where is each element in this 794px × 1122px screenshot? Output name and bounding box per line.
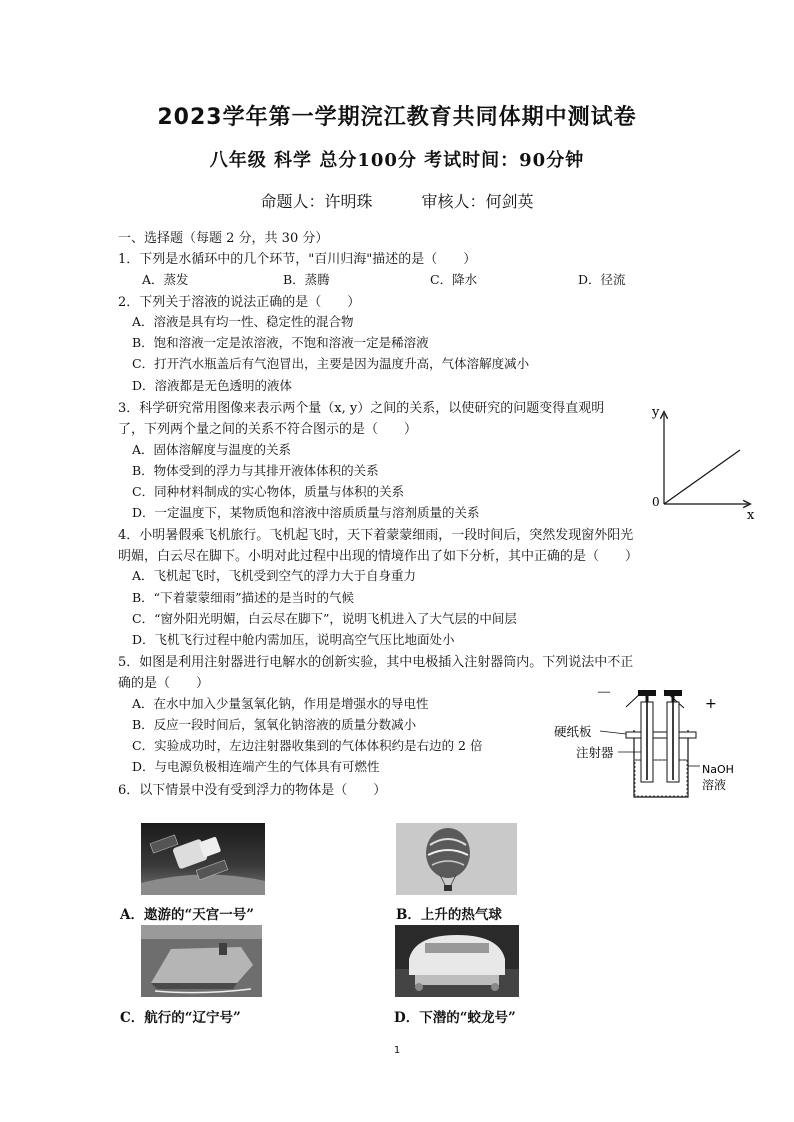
page-number: 1 <box>393 1045 401 1056</box>
right-plunger <box>664 690 682 696</box>
exam-authors <box>0 189 794 212</box>
photo-jiaolong-submersible <box>395 925 519 997</box>
q3-graph <box>644 400 760 522</box>
q5-option-a: A．在水中加入少量氢氧化钠，作用是增强水的导电性 <box>132 696 429 711</box>
q5-stem-line2: 确的是（ ） <box>118 676 210 691</box>
q1-option-d: D．径流 <box>578 272 626 287</box>
q5-stem-line1: 5．如图是利用注射器进行电解水的创新实验，其中电极插入注射器筒内。下列说法中不正 <box>118 655 634 670</box>
q3-stem-line2: 了，下列两个量之间的关系不符合图示的是（ ） <box>118 422 418 437</box>
photo-tiangong <box>141 823 265 895</box>
q3-option-b: B．物体受到的浮力与其排开液体体积的关系 <box>132 463 379 478</box>
q1-stem: 1．下列是水循环中的几个环节，"百川归海"描述的是（ ） <box>118 252 477 267</box>
q2-option-a: A．溶液是具有均一性、稳定性的混合物 <box>132 314 354 329</box>
q3-option-a: A．固体溶解度与温度的关系 <box>132 442 292 457</box>
q5-option-d: D．与电源负极相连端产生的气体具有可燃性 <box>132 759 380 774</box>
positive-terminal-label: + <box>705 696 717 712</box>
negative-terminal-label: － <box>596 683 613 702</box>
q4-option-a: A．飞机起飞时，飞机受到空气的浮力大于自身重力 <box>132 568 417 583</box>
graph-x-label: x <box>747 508 755 522</box>
photo-hot-air-balloon <box>396 823 517 895</box>
section-heading: 一、选择题（每题 2 分，共 30 分） <box>118 231 329 246</box>
q4-stem-line2: 明媚，白云尽在脚下。小明对此过程中出现的情境作出了如下分析，其中正确的是（ ） <box>118 549 639 564</box>
naoh-label: NaOH <box>702 763 734 776</box>
q1-option-b: B．蒸腾 <box>283 272 330 287</box>
q3-option-d: D．一定温度下，某物质饱和溶液中溶质质量与溶剂质量的关系 <box>132 505 480 520</box>
photo-liaoning-carrier <box>141 925 262 997</box>
q4-option-c: C．“窗外阳光明媚，白云尽在脚下”，说明飞机进入了大气层的中间层 <box>132 611 517 626</box>
exam-title: 2023学年第一学期浣江教育共同体期中测试卷 <box>157 105 637 130</box>
q3-option-c: C．同种材料制成的实心物体，质量与体积的关系 <box>132 484 405 499</box>
q4-option-d: D．飞机飞行过程中舱内需加压，说明高空气压比地面处小 <box>132 632 455 647</box>
q2-option-d: D．溶液都是无色透明的液体 <box>132 378 293 393</box>
q6-caption-d: D．下潜的“蛟龙号” <box>394 1010 516 1026</box>
cardboard-label: 硬纸板 <box>554 724 592 739</box>
q2-option-b: B．饱和溶液一定是浓溶液，不饱和溶液一定是稀溶液 <box>132 335 429 350</box>
q2-stem: 2．下列关于溶液的说法正确的是（ ） <box>118 295 361 310</box>
graph-y-label: y <box>652 405 660 420</box>
exam-subtitle: 八年级 科学 总分100分 考试时间：90分钟 <box>209 150 585 171</box>
proportional-line <box>664 450 740 504</box>
q2-option-c: C．打开汽水瓶盖后有气泡冒出，主要是因为温度升高，气体溶解度减小 <box>132 356 530 371</box>
q1-option-a: A．蒸发 <box>142 272 189 287</box>
reviewer: 审核人：何剑英 <box>421 192 534 211</box>
graph-origin-label: 0 <box>652 495 660 509</box>
q3-stem-line1: 3．科学研究常用图像来表示两个量（x, y）之间的关系，以使研究的问题变得直观明 <box>118 401 605 416</box>
q6-caption-c: C．航行的“辽宁号” <box>120 1010 241 1026</box>
q1-option-c: C．降水 <box>430 272 478 287</box>
q5-option-b: B．反应一段时间后，氢氧化钠溶液的质量分数减小 <box>132 717 417 732</box>
cardboard <box>626 732 696 738</box>
q6-caption-a: A．遨游的“天宫一号” <box>120 907 255 923</box>
q4-stem-line1: 4．小明暑假乘飞机旅行。飞机起飞时，天下着蒙蒙细雨，一段时间后，突然发现窗外阳光 <box>118 528 634 543</box>
q6-caption-b: B．上升的热气球 <box>396 907 502 923</box>
q5-option-c: C．实验成功时，左边注射器收集到的气体体积约是右边的 2 倍 <box>132 738 483 753</box>
setter: 命题人：许明珠 <box>260 192 373 211</box>
solution-label: 溶液 <box>702 778 727 792</box>
electrolysis-diagram <box>552 676 748 802</box>
q4-option-b: B．“下着蒙蒙细雨”描述的是当时的气候 <box>132 590 354 605</box>
syringe-label: 注射器 <box>576 745 614 760</box>
left-plunger <box>638 690 656 696</box>
q6-stem: 6．以下情景中没有受到浮力的物体是（ ） <box>118 783 387 798</box>
